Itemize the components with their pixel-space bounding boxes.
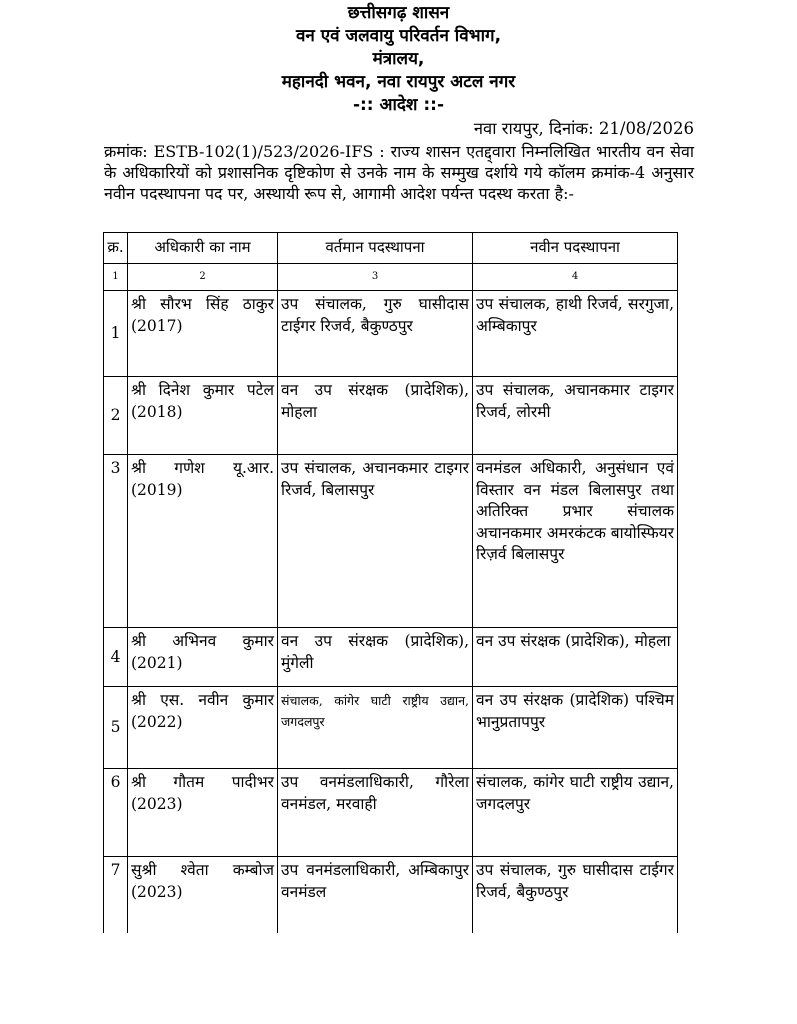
- new-posting: उप संचालक, हाथी रिजर्व, सरगुजा, अम्बिकापुर: [473, 291, 678, 377]
- ministry-name: मंत्रालय,: [372, 49, 425, 69]
- column-number-row: [104, 264, 678, 291]
- office-address: महानदी भवन, नवा रायपुर अटल नगर: [281, 72, 516, 92]
- officer-name: श्री दिनेश कुमार पटेल (2018): [128, 377, 278, 455]
- officer-name: श्री एस. नवीन कुमार (2022): [128, 687, 278, 769]
- serial-number: 7: [104, 857, 128, 933]
- serial-number: 3: [104, 455, 128, 628]
- header-current-posting: वर्तमान पदस्थापना: [278, 233, 473, 264]
- header-new-posting: नवीन पदस्थापना: [473, 233, 678, 264]
- table-row: [104, 377, 678, 455]
- officer-name: श्री अभिनव कुमार (2021): [128, 628, 278, 687]
- new-posting: वन उप संरक्षक (प्रादेशिक) पश्चिम भानुप्रतापपुर: [473, 687, 678, 769]
- column-number: 3: [278, 264, 473, 291]
- new-posting: उप संचालक, गुरु घासीदास टाईगर रिजर्व, बैकुण्ठपुर: [473, 857, 678, 933]
- new-posting: उप संचालक, अचानकमार टाइगर रिजर्व, लोरमी: [473, 377, 678, 455]
- department-name: वन एवं जलवायु परिवर्तन विभाग,: [295, 26, 502, 46]
- table-row: [104, 455, 678, 628]
- header-officer-name: अधिकारी का नाम: [128, 233, 278, 264]
- serial-number: 2: [104, 377, 128, 455]
- order-intro-paragraph: क्रमांक: ESTB-102(1)/523/2026-IFS : राज्य शासन एतद्द्वारा निम्नलिखित भारतीय वन सेवा के अधिकारियों को प्रशासनिक दृष्टिकोण से उनके नाम के सम्मुख दर्शाये गये कॉलम क्रमांक-4 अनुसार नवीन पदस्थापना पद पर, अस्थायी रूप से, आगामी आदेश पर्यन्त पदस्थ करता है:-: [104, 142, 694, 203]
- new-posting: संचालक, कांगेर घाटी राष्ट्रीय उद्यान, जगदलपुर: [473, 769, 678, 857]
- serial-number: 4: [104, 628, 128, 687]
- table-row: [104, 687, 678, 769]
- current-posting: वन उप संरक्षक (प्रादेशिक), मुंगेली: [278, 628, 473, 687]
- table-row: [104, 857, 678, 933]
- header-serial: क्र.: [104, 233, 128, 264]
- new-posting: वनमंडल अधिकारी, अनुसंधान एवं विस्तार वन मंडल बिलासपुर तथा अतिरिक्त प्रभार संचालक अचानकमार अमरकंटक बायोस्फियर रिज़र्व बिलासपुर: [473, 455, 678, 628]
- serial-number: 5: [104, 687, 128, 769]
- officer-name: श्री गणेश यू.आर. (2019): [128, 455, 278, 628]
- place-and-date: नवा रायपुर, दिनांक: 21/08/2026: [473, 119, 694, 138]
- column-number: 4: [473, 264, 678, 291]
- table-row: [104, 628, 678, 687]
- officer-name: सुश्री श्वेता कम्बोज (2023): [128, 857, 278, 933]
- serial-number: 6: [104, 769, 128, 857]
- current-posting: उप वनमंडलाधिकारी, अम्बिकापुर वनमंडल: [278, 857, 473, 933]
- current-posting: संचालक, कांगेर घाटी राष्ट्रीय उद्यान, जगदलपुर: [278, 687, 473, 769]
- order-heading: -:: आदेश ::-: [352, 95, 445, 115]
- current-posting: उप वनमंडलाधिकारी, गौरेला वनमंडल, मरवाही: [278, 769, 473, 857]
- table-row: [104, 769, 678, 857]
- column-number: 2: [128, 264, 278, 291]
- officer-name: श्री सौरभ सिंह ठाकुर (2017): [128, 291, 278, 377]
- column-number: 1: [104, 264, 128, 291]
- letterhead: [100, 2, 697, 117]
- serial-number: 1: [104, 291, 128, 377]
- posting-table: [103, 232, 678, 933]
- government-name: छत्तीसगढ़ शासन: [347, 3, 450, 23]
- current-posting: वन उप संरक्षक (प्रादेशिक), मोहला: [278, 377, 473, 455]
- table-row: [104, 291, 678, 377]
- officer-name: श्री गौतम पादीभर (2023): [128, 769, 278, 857]
- table-header-row: [104, 233, 678, 264]
- current-posting: उप संचालक, अचानकमार टाइगर रिजर्व, बिलासपुर: [278, 455, 473, 628]
- current-posting: उप संचालक, गुरु घासीदास टाईगर रिजर्व, बैकुण्ठपुर: [278, 291, 473, 377]
- new-posting: वन उप संरक्षक (प्रादेशिक), मोहला: [473, 628, 678, 687]
